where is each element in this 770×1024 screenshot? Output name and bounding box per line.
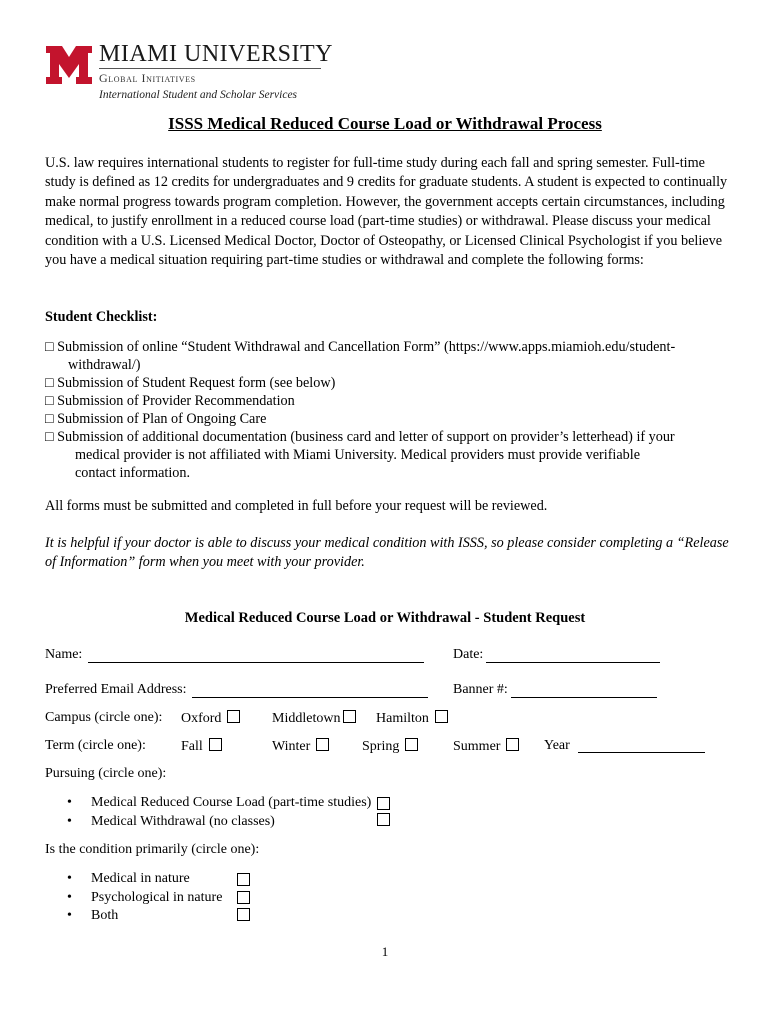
pursuing-option-reduced-load[interactable]: Medical Reduced Course Load (part-time studies) [91,795,372,810]
condition-label: Is the condition primarily (circle one): [45,842,260,857]
date-field[interactable] [486,662,660,663]
checkbox-icon[interactable] [237,891,250,904]
header-rule [99,68,321,69]
date-label: Date: [453,647,484,662]
campus-hamilton-label: Hamilton [376,711,429,726]
condition-option-medical[interactable]: Medical in nature [91,871,190,886]
checkbox-icon[interactable] [506,738,519,751]
checkbox-icon[interactable] [316,738,329,751]
all-forms-note: All forms must be submitted and completed in full before your request will be reviewed. [45,498,548,514]
banner-field[interactable] [511,697,657,698]
student-request-title: Medical Reduced Course Load or Withdrawal - Student Request [184,610,586,626]
document-title: ISSS Medical Reduced Course Load or Withdrawal Process [168,114,602,133]
pursuing-option-withdrawal[interactable]: Medical Withdrawal (no classes) [91,814,275,829]
checklist-item-provider-recommendation: □ Submission of Provider Recommendation [45,393,295,409]
banner-label: Banner #: [453,682,508,697]
year-field[interactable] [578,752,705,753]
condition-option-both[interactable]: Both [91,908,119,923]
checkbox-icon[interactable] [209,738,222,751]
checkbox-icon[interactable] [377,797,390,810]
miami-m-logo [46,46,92,84]
year-label: Year [544,738,570,753]
bullet-icon: • [67,908,72,923]
condition-option-psychological[interactable]: Psychological in nature [91,890,223,905]
pursuing-label: Pursuing (circle one): [45,766,167,781]
intro-paragraph: U.S. law requires international students to register for full-time study during each fall and spring semester. Full-time study is defined as 12 credits for undergraduates and 9 credits for graduate students. A student is expected to continually make normal progress towards program completion. However, the government accepts certain circumstances, including medical, to justify enrollment in a reduced course load (part-time studies) or withdrawal. Please discuss your medical condition with a U.S. Licensed Medical Doctor, Doctor of Osteopathy, or Licensed Clinical Psychologist if you believe you have a medical situation requiring part-time studies or withdrawal and complete the following forms: [45,155,728,269]
checkbox-icon[interactable] [377,813,390,826]
checklist-item-online-form: □ Submission of online “Student Withdrawal and Cancellation Form” (https://www.apps.miamioh.edu/student- [45,339,676,355]
checkbox-icon[interactable] [405,738,418,751]
campus-option-middletown[interactable] [272,710,356,727]
helpful-note: It is helpful if your doctor is able to discuss your medical condition with ISSS, so please consider completing a “Release of Information” form when you meet with your provider. [45,535,729,570]
term-winter-label: Winter [272,739,311,754]
office-name: International Student and Scholar Services [99,89,298,101]
campus-middletown-label: Middletown [272,711,341,726]
university-name: MIAMI UNIVERSITY [99,41,333,67]
checkbox-icon[interactable] [435,710,448,723]
name-label: Name: [45,647,83,662]
checklist-item-plan-of-care: □ Submission of Plan of Ongoing Care [45,411,267,427]
checkbox-icon[interactable] [237,908,250,921]
campus-option-oxford[interactable] [181,710,240,727]
checklist-item-additional-docs-cont2: contact information. [75,465,191,481]
checklist-item-student-request: □ Submission of Student Request form (see below) [45,375,336,391]
term-option-summer[interactable] [453,738,519,755]
term-option-fall[interactable] [181,738,222,755]
checkbox-icon[interactable] [237,873,250,886]
bullet-icon: • [67,814,72,829]
checklist-item-additional-docs-cont: medical provider is not affiliated with Miami University. Medical providers must provide verifiable [75,447,640,463]
checklist-item-additional-docs: □ Submission of additional documentation (business card and letter of support on provider’s letterhead) if your [45,429,675,445]
checkbox-icon[interactable] [227,710,240,723]
campus-oxford-label: Oxford [181,711,222,726]
term-option-winter[interactable] [272,738,329,755]
division-name: Global Initiatives [99,71,196,85]
checklist-heading: Student Checklist: [45,309,158,325]
bullet-icon: • [67,795,72,810]
bullet-icon: • [67,871,72,886]
term-label: Term (circle one): [45,738,146,753]
bullet-icon: • [67,890,72,905]
term-option-spring[interactable] [362,738,418,755]
term-fall-label: Fall [181,739,203,754]
campus-option-hamilton[interactable] [376,710,448,727]
email-label: Preferred Email Address: [45,682,187,697]
term-spring-label: Spring [362,739,400,754]
campus-label: Campus (circle one): [45,710,163,725]
checkbox-icon[interactable] [343,710,356,723]
checklist-item-online-form-cont: withdrawal/) [68,357,141,373]
name-field[interactable] [88,662,424,663]
term-summer-label: Summer [453,739,501,754]
email-field[interactable] [192,697,428,698]
page-number: 1 [381,944,389,959]
